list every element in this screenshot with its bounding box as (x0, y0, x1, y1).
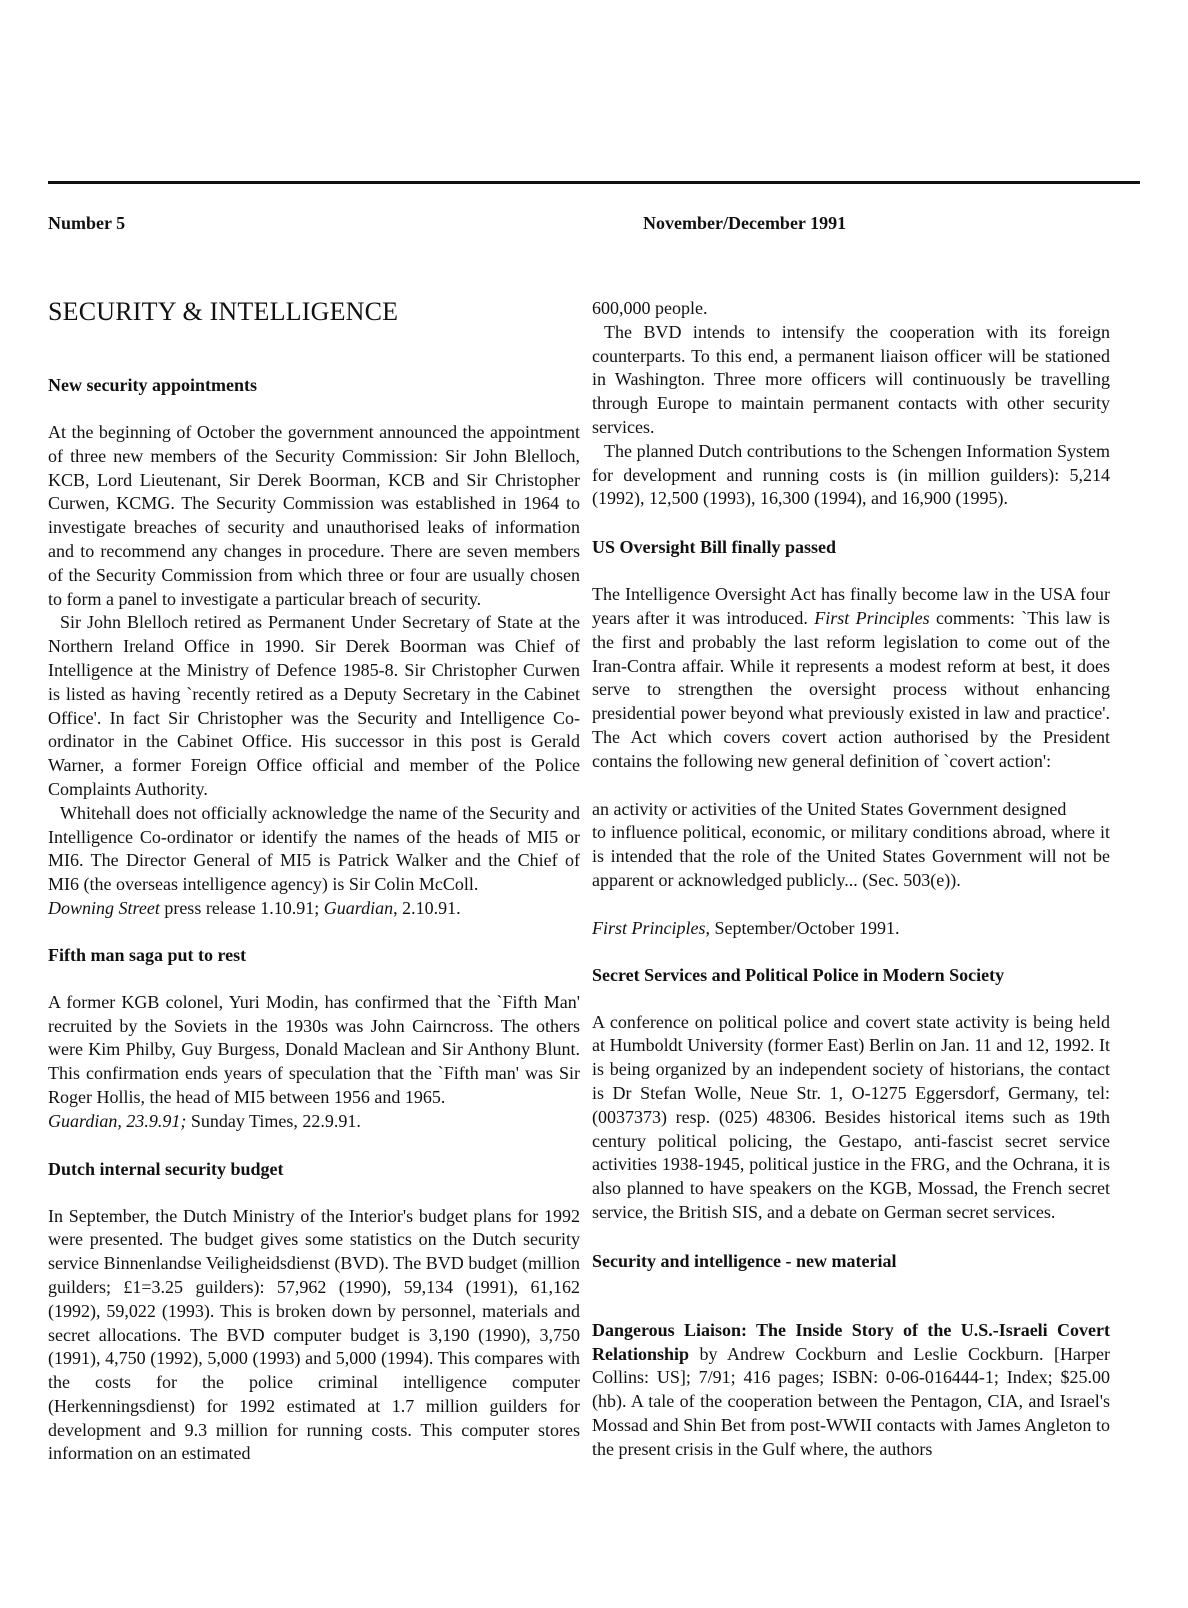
source-citation: Guardian, 23.9.91; Sunday Times, 22.9.91. (48, 1110, 361, 1131)
heading-new-security-appointments: New security appointments (48, 375, 257, 395)
source-citation: Downing Street press release 1.10.91; Guardian, 2.10.91. (48, 897, 461, 918)
paragraph: A conference on political police and covert state activity is being held at Humboldt University (former East) Berlin on Jan. 11 and 12, 1992. It is being organized by an independent society of historians, the contact is Dr Stefan Wolle, Neue Str. 1, O-1275 Eggersdorf, Germany, tel: (0037373) resp. (025) 48306. Besides historical items such as 19th century political policing, the Gestapo, anti-fascist secret service activities 1938-1945, political justice in the FRG, and the Ochrana, it is also planned to have speakers on the KGB, Mossad, the French secret service, the British SIS, and a debate on German secret services. (592, 1011, 1110, 1222)
paragraph: In September, the Dutch Ministry of the Interior's budget plans for 1992 were presented. The budget gives some statistics on the Dutch security service Binnenlandse Veiligheidsdienst (BVD). The BVD budget (million guilders; £1=3.25 guilders): 57,962 (1990), 59,134 (1991), 61,162 (1992), 59,022 (1993). This is broken down by personnel, materials and secret allocations. The BVD computer budget is 3,190 (1990), 3,750 (1991), 4,750 (1992), 5,000 (1993) and 5,000 (1994). This compares with the costs for the police criminal intelligence computer (Herkenningsdienst) for 1992 estimated at 1.7 million guilders for development and 9.3 million for running costs. This computer stores information on an estimated (48, 1205, 580, 1464)
source-citation: First Principles, September/October 1991. (592, 917, 900, 938)
issue-date: November/December 1991 (643, 213, 847, 233)
paragraph: The Intelligence Oversight Act has finally become law in the USA four years after it was introduced. First Principles comments: `This law is the first and probably the last reform legislation to come out of the Iran-Contra affair. While it represents a modest reform at best, it does serve to strengthen the oversight process without enhancing presidential power beyond what previously existed in law and practice'. The Act which covers covert action authorised by the President contains the following new general definition of `covert action': (592, 584, 1110, 771)
heading-dutch-budget: Dutch internal security budget (48, 1158, 284, 1179)
paragraph: The BVD intends to intensify the cooperation with its foreign counterparts. To this end, a permanent liaison officer will be stationed in Washington. Three more officers will continuously be travelling through Europe to maintain permanent contacts with other security services. (592, 321, 1110, 437)
quotation: to influence political, economic, or military conditions abroad, where it is intended that the role of the United States Government will not be apparent or acknowledged publicly... (Sec. 503(e)). (592, 822, 1110, 890)
quotation-first-line: an activity or activities of the United States Government designed (592, 798, 1067, 819)
left-column (48, 296, 580, 1466)
right-column (592, 297, 1110, 1461)
paragraph: A former KGB colonel, Yuri Modin, has confirmed that the `Fifth Man' recruited by the Soviets in the 1930s was John Cairncross. The others were Kim Philby, Guy Burgess, Donald Maclean and Sir Anthony Blunt. This confirmation ends years of speculation that the `Fifth man' was Sir Roger Hollis, the head of MI5 between 1956 and 1965. (48, 991, 580, 1107)
section-title: SECURITY & INTELLIGENCE (48, 297, 399, 326)
header-rule (48, 181, 1140, 184)
paragraph: At the beginning of October the government announced the appointment of three new members of the Security Commission: Sir John Blelloch, KCB, Lord Lieutenant, Sir Derek Boorman, KCB and Sir Christopher Curwen, KCMG. The Security Commission was established in 1964 to investigate breaches of security and unauthorised leaks of information and to recommend any changes in procedure. There are seven members of the Security Commission from which three or four are usually chosen to form a panel to investigate a particular breach of security. (48, 422, 580, 609)
paragraph: 600,000 people. (592, 298, 708, 318)
heading-us-oversight: US Oversight Bill finally passed (592, 537, 837, 558)
issue-number: Number 5 (48, 213, 126, 233)
heading-secret-services-conference: Secret Services and Political Police in Modern Society (592, 964, 1005, 985)
book-entry: Dangerous Liaison: The Inside Story of the U.S.-Israeli Covert Relationship by Andrew Cockburn and Leslie Cockburn. [Harper Collins: US]; 7/91; 416 pages; ISBN: 0-06-016444-1; Index; $25.00 (hb). A tale of the cooperation between the Pentagon, CIA, and Israel's Mossad and Shin Bet from post-WWII contacts with James Angleton to the present crisis in the Gulf where, the authors (592, 1319, 1110, 1459)
heading-new-material: Security and intelligence - new material (592, 1250, 897, 1271)
heading-fifth-man: Fifth man saga put to rest (48, 944, 247, 965)
paragraph: Sir John Blelloch retired as Permanent Under Secretary of State at the Northern Ireland Office in 1990. Sir Derek Boorman was Chief of Intelligence at the Ministry of Defence 1985-8. Sir Christopher Curwen is listed as having `recently retired as a Deputy Secretary in the Cabinet Office'. In fact Sir Christopher was the Security and Intelligence Co-ordinator in the Cabinet Office. His successor in this post is Gerald Warner, a former Foreign Office official and member of the Police Complaints Authority. (48, 612, 580, 799)
paragraph: The planned Dutch contributions to the Schengen Information System for development and running costs is (in million guilders): 5,214 (1992), 12,500 (1993), 16,300 (1994), and 16,900 (1995). (592, 440, 1110, 509)
paragraph: Whitehall does not officially acknowledge the name of the Security and Intelligence Co-ordinator or identify the names of the heads of MI5 or MI6. The Director General of MI5 is Patrick Walker and the Chief of MI6 (the overseas intelligence agency) is Sir Colin McColl. (48, 802, 580, 895)
